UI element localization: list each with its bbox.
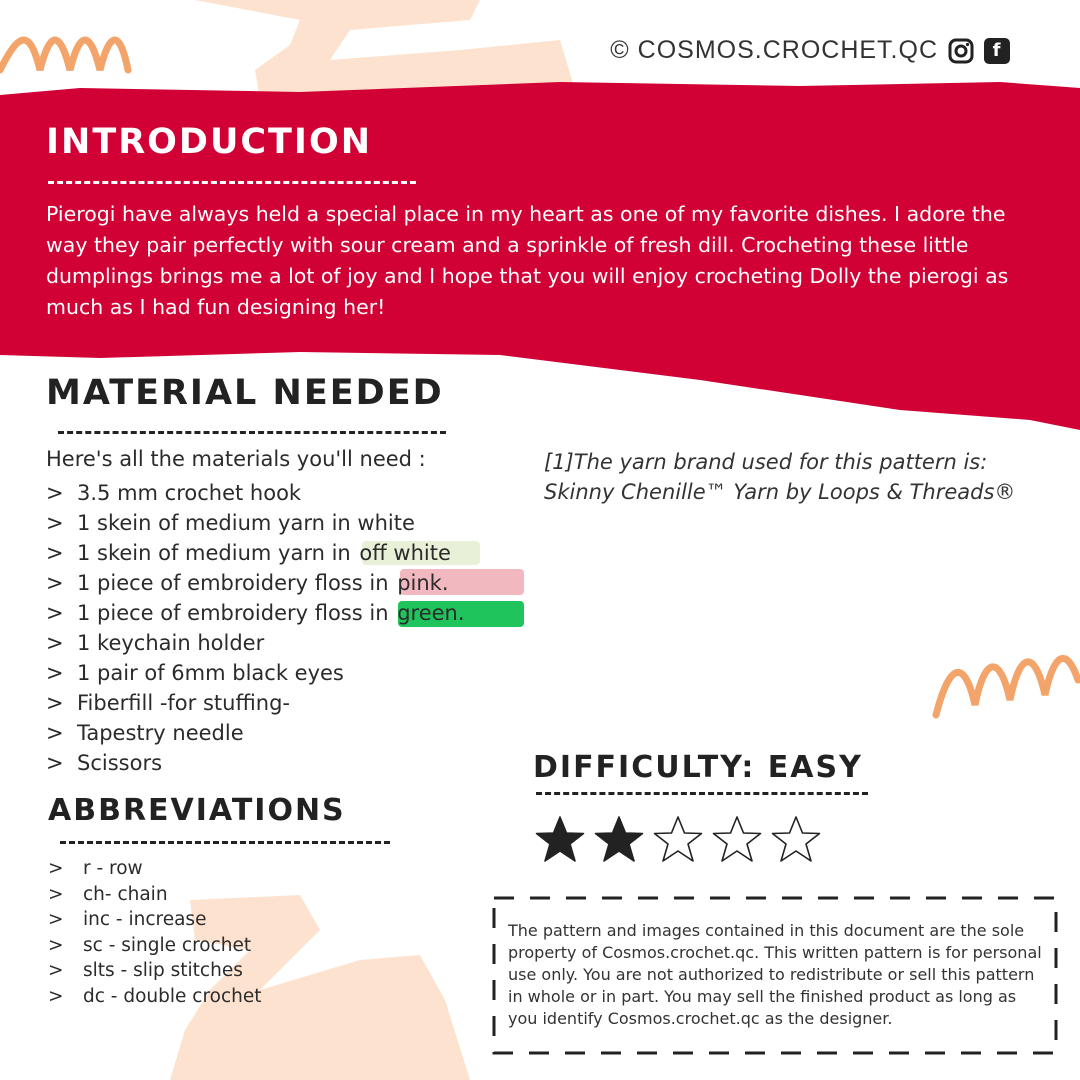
introduction-text: Pierogi have always held a special place in my heart as one of my favorite dishes. I adore the way they pair perfectly with sour cream and a sprinkle of fresh dill. Crocheting these little dumplings brings me a lot of joy and I hope that you will enjoy crocheting Dolly the pierogi as much as I had fun designing her! <box>46 202 1009 319</box>
list-item: > 1 skein of medium yarn in white <box>46 508 467 538</box>
bullet-arrow: > <box>48 934 64 956</box>
list-item: > dc - double crochet <box>48 984 262 1010</box>
bullet-arrow: > <box>46 691 64 715</box>
list-item: > Tapestry needle <box>46 718 467 748</box>
list-item: > Scissors <box>46 748 467 778</box>
bullet-arrow: > <box>46 541 64 565</box>
facebook-icon[interactable]: f <box>984 38 1010 64</box>
header-handle <box>610 36 1010 65</box>
bullet-arrow: > <box>46 661 64 685</box>
list-item: > 1 keychain holder <box>46 628 467 658</box>
bullet-arrow: > <box>48 985 64 1007</box>
star-filled-icon <box>534 814 587 864</box>
bullet-arrow: > <box>48 960 64 981</box>
list-item: > 3.5 mm crochet hook <box>46 478 467 508</box>
introduction-underline <box>48 181 416 184</box>
bullet-arrow: > <box>46 481 64 505</box>
squiggle-top-left <box>0 40 128 70</box>
bullet-arrow: > <box>48 883 64 905</box>
highlighted-color: off white <box>359 541 451 565</box>
difficulty-rating <box>534 814 823 864</box>
bullet-arrow: > <box>46 601 64 625</box>
highlighted-color: pink. <box>397 571 449 595</box>
star-empty-icon <box>770 814 823 864</box>
list-item: > inc - increase <box>48 907 262 933</box>
bullet-arrow: > <box>46 631 64 655</box>
materials-intro: Here's all the materials you'll need : <box>46 447 426 471</box>
materials-list <box>46 478 467 778</box>
difficulty-underline <box>536 792 868 795</box>
abbreviations-list <box>48 856 262 1009</box>
handle-text: © COSMOS.CROCHET.QC <box>610 36 938 64</box>
list-item: > ch- chain <box>48 882 262 908</box>
disclaimer-text: The pattern and images contained in this document are the sole property of Cosmos.crochet.qc. This written pattern is for personal use only. You are not authorized to redistribute or sell this pattern in whole or in part. You may sell the finished product as long as you identify Cosmos.crochet.qc as the designer. <box>508 921 1042 1028</box>
materials-title: MATERIAL NEEDED <box>46 373 444 413</box>
star-empty-icon <box>652 814 705 864</box>
star-filled-icon <box>593 814 646 864</box>
abbreviations-underline <box>60 841 390 844</box>
bullet-arrow: > <box>48 909 64 930</box>
highlighted-color: green. <box>397 601 465 625</box>
materials-underline <box>58 431 446 434</box>
note-line-1: [1]The yarn brand used for this pattern is: <box>544 450 988 474</box>
bullet-arrow: > <box>46 751 64 775</box>
star-empty-icon <box>711 814 764 864</box>
list-item: > slts - slip stitches <box>48 958 262 984</box>
abbreviations-title: ABBREVIATIONS <box>48 793 346 828</box>
list-item: > r - row <box>48 856 262 882</box>
bullet-arrow: > <box>48 858 64 879</box>
list-item: > 1 pair of 6mm black eyes <box>46 658 467 688</box>
list-item: > Fiberfill -for stuffing- <box>46 688 467 718</box>
list-item: > 1 piece of embroidery floss in green. <box>46 598 467 628</box>
list-item: > 1 piece of embroidery floss in pink. <box>46 568 467 598</box>
list-item: > 1 skein of medium yarn in off white <box>46 538 467 568</box>
instagram-icon[interactable] <box>948 38 974 64</box>
list-item: > sc - single crochet <box>48 933 262 959</box>
introduction-title: INTRODUCTION <box>46 122 372 162</box>
difficulty-title: DIFFICULTY: EASY <box>533 750 863 785</box>
yarn-brand-note <box>544 447 1015 507</box>
squiggle-right <box>936 658 1078 715</box>
bullet-arrow: > <box>46 721 64 745</box>
bullet-arrow: > <box>46 571 64 595</box>
bullet-arrow: > <box>46 511 64 535</box>
note-line-2: Skinny Chenille™ Yarn by Loops & Threads® <box>544 480 1016 504</box>
